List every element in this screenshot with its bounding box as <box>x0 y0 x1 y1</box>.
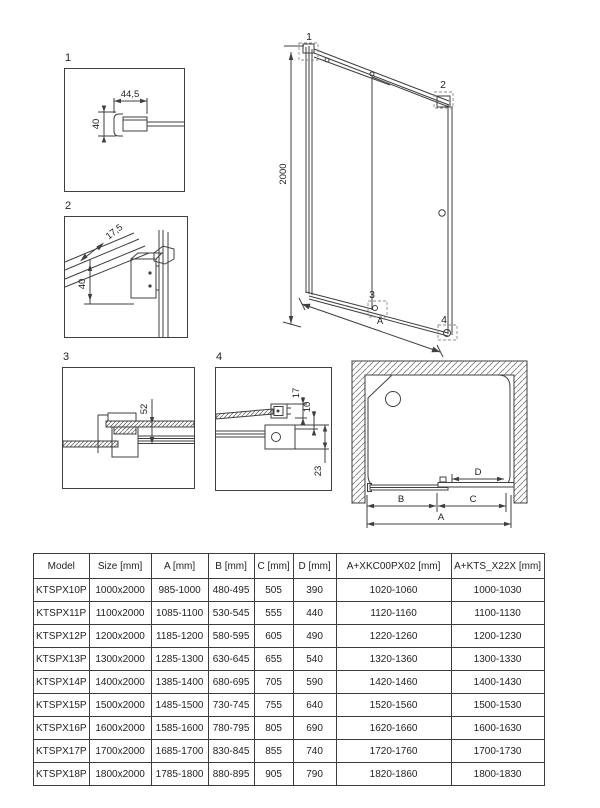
col-header-a-kts: A+KTS_X22X [mm] <box>451 554 544 579</box>
table-row <box>34 717 545 740</box>
cell-model: KTSPX11P <box>34 602 90 625</box>
cell-model: KTSPX15P <box>34 694 90 717</box>
col-header-b: B [mm] <box>208 554 254 579</box>
cell-a-kts: 1200-1230 <box>451 625 544 648</box>
table-row <box>34 694 545 717</box>
table-row <box>34 740 545 763</box>
cell-d: 640 <box>293 694 336 717</box>
spec-table-body <box>34 579 545 786</box>
handle-plan <box>440 477 446 482</box>
cell-b: 530-545 <box>208 602 254 625</box>
elevation-drawing <box>272 22 472 362</box>
cell-b: 780-795 <box>208 717 254 740</box>
detail-2 <box>64 200 188 338</box>
plan-dim-a: A <box>437 512 445 523</box>
table-row <box>34 602 545 625</box>
cell-a-xkc: 1620-1660 <box>336 717 451 740</box>
cell-a-kts: 1800-1830 <box>451 763 544 786</box>
detail-4-drawing <box>215 367 332 491</box>
cell-a: 1285-1300 <box>151 648 208 671</box>
elevation-callout-1: 1 <box>306 31 312 43</box>
cell-d: 590 <box>293 671 336 694</box>
cell-a: 1785-1800 <box>151 763 208 786</box>
detail-4-dim-top: 17 <box>291 387 302 399</box>
plan-drawing <box>343 356 538 534</box>
cell-a-kts: 1300-1330 <box>451 648 544 671</box>
bottom-guide <box>373 306 378 311</box>
wall-clamp-profile <box>114 114 123 136</box>
cell-b: 880-895 <box>208 763 254 786</box>
cell-a-xkc: 1220-1260 <box>336 625 451 648</box>
cell-d: 690 <box>293 717 336 740</box>
plan-dim-d: D <box>474 467 482 478</box>
detail-1-label: 1 <box>65 52 72 64</box>
cell-c: 905 <box>254 763 293 786</box>
cell-a-kts: 1500-1530 <box>451 694 544 717</box>
table-row <box>34 625 545 648</box>
cell-b: 730-745 <box>208 694 254 717</box>
cell-model: KTSPX12P <box>34 625 90 648</box>
cell-size: 1700x2000 <box>89 740 151 763</box>
detail-1-dim-width: 44,5 <box>120 89 140 100</box>
cell-a: 1585-1600 <box>151 717 208 740</box>
guide-top-block <box>108 413 136 421</box>
cell-a-xkc: 1520-1560 <box>336 694 451 717</box>
col-header-c: C [mm] <box>254 554 293 579</box>
cell-size: 1300x2000 <box>89 648 151 671</box>
elevation-height-dim: 2000 <box>278 163 289 185</box>
cell-c: 755 <box>254 694 293 717</box>
cell-d: 440 <box>293 602 336 625</box>
door-glass-section <box>63 441 118 447</box>
cell-model: KTSPX17P <box>34 740 90 763</box>
table-row <box>34 763 545 786</box>
detail-4-dim-mid: 10 <box>302 401 313 413</box>
cell-model: KTSPX13P <box>34 648 90 671</box>
cell-size: 1400x2000 <box>89 671 151 694</box>
plan-dim-c: C <box>469 494 477 505</box>
spec-table-header <box>34 554 545 579</box>
elevation-width-dim: A <box>376 316 384 327</box>
col-header-size: Size [mm] <box>89 554 151 579</box>
top-cap <box>154 246 174 264</box>
cell-c: 505 <box>254 579 293 602</box>
detail-2-dim-depth: 17,5 <box>103 222 126 243</box>
cell-c: 855 <box>254 740 293 763</box>
cell-b: 830-845 <box>208 740 254 763</box>
cell-a-kts: 1100-1130 <box>451 602 544 625</box>
detail-4-label: 4 <box>216 351 223 363</box>
top-rail <box>314 49 449 101</box>
cell-d: 790 <box>293 763 336 786</box>
cell-model: KTSPX18P <box>34 763 90 786</box>
tray-drain <box>386 392 401 407</box>
cell-model: KTSPX10P <box>34 579 90 602</box>
shower-tray <box>368 375 510 487</box>
detail-2-dim-height: 40 <box>77 278 88 290</box>
bottom-rail <box>309 296 448 333</box>
detail-2-label: 2 <box>65 200 72 212</box>
cell-a-xkc: 1820-1860 <box>336 763 451 786</box>
spec-table <box>33 553 545 786</box>
cell-a-xkc: 1720-1760 <box>336 740 451 763</box>
cell-b: 580-595 <box>208 625 254 648</box>
cell-d: 390 <box>293 579 336 602</box>
cell-a-xkc: 1120-1160 <box>336 602 451 625</box>
cell-size: 1500x2000 <box>89 694 151 717</box>
detail-3 <box>62 351 195 489</box>
cell-a: 1085-1100 <box>151 602 208 625</box>
cell-model: KTSPX16P <box>34 717 90 740</box>
cell-a-kts: 1700-1730 <box>451 740 544 763</box>
cell-d: 540 <box>293 648 336 671</box>
table-row <box>34 648 545 671</box>
detail-2-drawing <box>64 216 188 338</box>
table-row <box>34 579 545 602</box>
col-header-a-xkc: A+XKC00PX02 [mm] <box>336 554 451 579</box>
plan-dim-b: B <box>397 494 405 505</box>
elevation-callout-2: 2 <box>440 79 446 91</box>
col-header-a: A [mm] <box>151 554 208 579</box>
door-handle <box>439 210 445 216</box>
detail-4-dim-bottom: 23 <box>313 465 324 477</box>
detail-3-drawing <box>62 367 195 489</box>
cell-c: 705 <box>254 671 293 694</box>
cell-c: 805 <box>254 717 293 740</box>
detail-3-dim-height: 52 <box>139 403 150 415</box>
detail-3-label: 3 <box>63 351 70 363</box>
cell-c: 655 <box>254 648 293 671</box>
fixed-glass-section <box>216 409 273 419</box>
cell-size: 1100x2000 <box>89 602 151 625</box>
detail-1 <box>64 52 185 192</box>
cell-b: 480-495 <box>208 579 254 602</box>
detail-4 <box>215 351 332 491</box>
roller-carriage <box>131 259 156 298</box>
cell-a-xkc: 1320-1360 <box>336 648 451 671</box>
col-header-d: D [mm] <box>293 554 336 579</box>
wall-profile-section <box>123 117 147 131</box>
cell-a: 1485-1500 <box>151 694 208 717</box>
detail-1-dim-height: 40 <box>91 118 102 130</box>
cell-a-xkc: 1420-1460 <box>336 671 451 694</box>
table-row <box>34 671 545 694</box>
cell-b: 630-645 <box>208 648 254 671</box>
elevation-callout-4: 4 <box>441 314 447 326</box>
cell-a-kts: 1000-1030 <box>451 579 544 602</box>
wheel <box>272 433 281 442</box>
cell-model: KTSPX14P <box>34 671 90 694</box>
cell-size: 1800x2000 <box>89 763 151 786</box>
cell-a: 1385-1400 <box>151 671 208 694</box>
cell-a: 1185-1200 <box>151 625 208 648</box>
detail-1-drawing <box>64 68 185 192</box>
cell-a: 985-1000 <box>151 579 208 602</box>
cell-d: 740 <box>293 740 336 763</box>
cell-size: 1000x2000 <box>89 579 151 602</box>
cell-size: 1200x2000 <box>89 625 151 648</box>
cell-a-kts: 1600-1630 <box>451 717 544 740</box>
cell-d: 490 <box>293 625 336 648</box>
cell-b: 680-695 <box>208 671 254 694</box>
cell-size: 1600x2000 <box>89 717 151 740</box>
fixed-glass-section <box>106 421 194 427</box>
cell-a-kts: 1400-1430 <box>451 671 544 694</box>
door-panel-plan <box>438 483 514 488</box>
cell-a-xkc: 1020-1060 <box>336 579 451 602</box>
cell-c: 605 <box>254 625 293 648</box>
cell-a: 1685-1700 <box>151 740 208 763</box>
cell-c: 555 <box>254 602 293 625</box>
elevation-callout-3: 3 <box>369 289 375 301</box>
col-header-model: Model <box>34 554 90 579</box>
